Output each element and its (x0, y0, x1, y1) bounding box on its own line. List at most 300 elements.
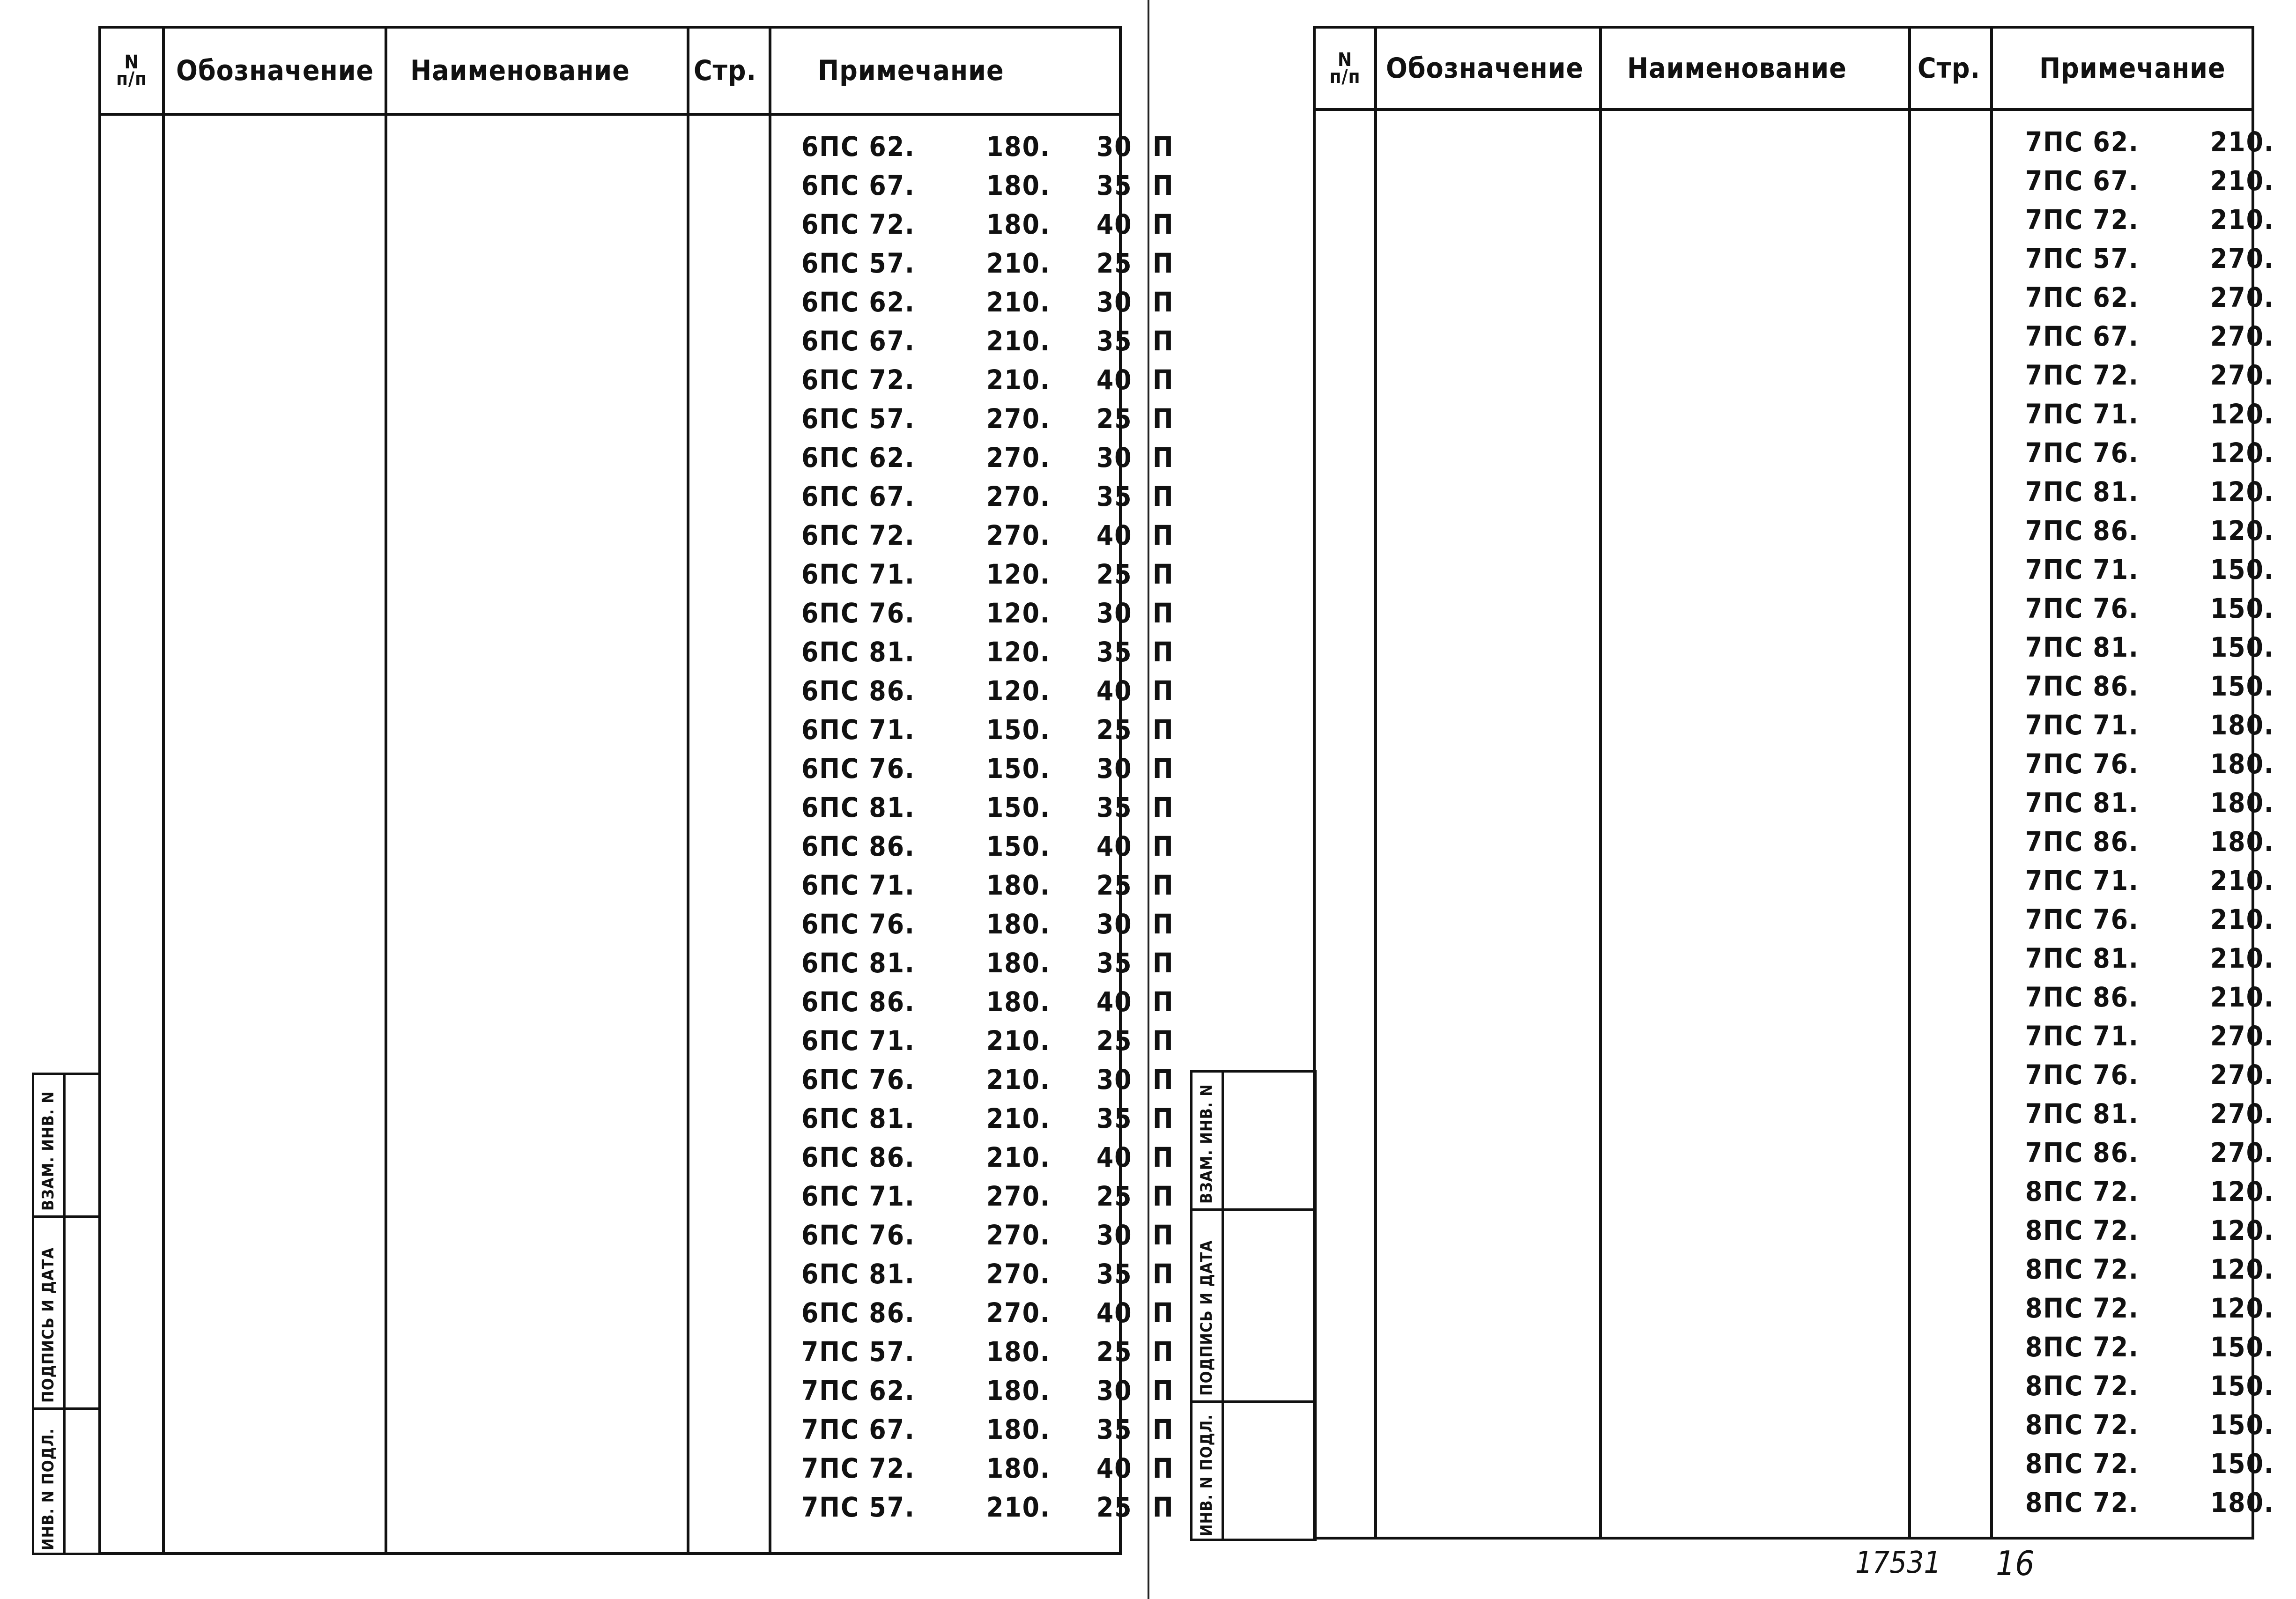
note-cell: П (1153, 519, 1174, 551)
note-row (801, 1488, 1185, 1526)
note-row (2025, 1444, 2296, 1483)
note-row (2025, 433, 2296, 472)
col-divider (769, 29, 771, 1552)
note-cell: 210. (2210, 981, 2274, 1013)
note-cell: 7ПС 62. (801, 1374, 915, 1407)
note-cell: П (1153, 286, 1174, 318)
note-cell: 6ПС 62. (801, 286, 915, 318)
note-cell: П (1153, 908, 1174, 940)
note-row (801, 1371, 1185, 1410)
note-cell: 150. (2210, 592, 2274, 624)
note-cell: 210. (986, 1141, 1051, 1173)
note-cell: 7ПС 76. (2025, 592, 2139, 624)
note-cell: 120. (2210, 1175, 2274, 1207)
note-cell: 30 (1096, 286, 1133, 318)
note-row (2025, 783, 2296, 822)
note-row (801, 282, 1185, 321)
note-row (801, 943, 1185, 982)
note-cell: 180. (986, 947, 1051, 979)
note-cell: 7ПС 86. (2025, 981, 2139, 1013)
col-divider (1374, 29, 1377, 1537)
note-cell: П (1153, 1335, 1174, 1368)
note-cell: 30 (1096, 441, 1133, 474)
note-row (801, 1021, 1185, 1060)
note-cell: П (1153, 130, 1174, 163)
note-cell: 30 (1096, 908, 1133, 940)
note-row (2025, 1483, 2296, 1522)
note-row (2025, 1327, 2296, 1366)
note-row (801, 1215, 1185, 1254)
note-cell: 25 (1096, 247, 1133, 279)
note-cell: П (1153, 597, 1174, 629)
note-cell: 7ПС 86. (2025, 514, 2139, 547)
note-cell: 25 (1096, 1491, 1133, 1523)
note-cell: 35 (1096, 1258, 1133, 1290)
note-cell: 6ПС 71. (801, 869, 915, 901)
note-cell: П (1153, 325, 1174, 357)
note-cell: 6ПС 81. (801, 791, 915, 823)
note-cell: 30 (1096, 1219, 1133, 1251)
col-divider (1599, 29, 1602, 1537)
note-cell: 210. (986, 1102, 1051, 1134)
note-cell: П (1153, 985, 1174, 1018)
note-cell: 270. (2210, 1136, 2274, 1169)
note-row (801, 205, 1185, 244)
note-cell: 6ПС 67. (801, 325, 915, 357)
note-cell: 7ПС 71. (2025, 864, 2139, 896)
note-cell: П (1153, 791, 1174, 823)
note-cell: П (1153, 1102, 1174, 1134)
note-cell: 40 (1096, 519, 1133, 551)
note-cell: 210. (2210, 903, 2274, 935)
note-cell: 6ПС 67. (801, 480, 915, 512)
note-cell: 6ПС 76. (801, 908, 915, 940)
note-cell: 40 (1096, 208, 1133, 240)
note-cell: 120. (986, 674, 1051, 707)
note-row (2025, 278, 2296, 317)
note-cell: 7ПС 71. (2025, 1020, 2139, 1052)
note-row (2025, 900, 2296, 939)
note-row (801, 127, 1185, 166)
header-nn-top: N (1337, 49, 1353, 71)
note-cell: 7ПС 76. (2025, 748, 2139, 780)
note-row (801, 593, 1185, 632)
note-cell: 7ПС 86. (2025, 670, 2139, 702)
header-nn-bottom: п/п (1329, 66, 1361, 88)
note-cell: 120. (986, 597, 1051, 629)
note-row (2025, 822, 2296, 861)
note-cell: 8ПС 72. (2025, 1486, 2139, 1518)
stamp-inner-line (63, 1075, 66, 1553)
header-note: Примечание (818, 54, 1004, 87)
note-cell: 270. (986, 1219, 1051, 1251)
note-row (801, 399, 1185, 438)
note-cell: 7ПС 81. (2025, 631, 2139, 663)
header-nn (101, 29, 162, 113)
note-cell: 270. (2210, 1097, 2274, 1130)
note-cell: 6ПС 72. (801, 519, 915, 551)
note-row (2025, 511, 2296, 550)
note-row (2025, 200, 2296, 239)
note-cell: 7ПС 71. (2025, 398, 2139, 430)
note-cell: 180. (2210, 748, 2274, 780)
note-row (2025, 1016, 2296, 1055)
note-row (2025, 394, 2296, 433)
note-cell: 25 (1096, 1180, 1133, 1212)
note-cell: 180. (2210, 786, 2274, 819)
header-nn-top: N (124, 52, 139, 73)
note-cell: 6ПС 81. (801, 636, 915, 668)
stamp-divider (34, 1407, 99, 1410)
note-row (801, 866, 1185, 904)
note-cell: 120. (2210, 398, 2274, 430)
note-cell: 7ПС 62. (2025, 281, 2139, 313)
note-cell: 210. (986, 1024, 1051, 1057)
note-cell: 270. (986, 480, 1051, 512)
note-cell: 120. (2210, 1253, 2274, 1285)
note-row (801, 360, 1185, 399)
note-cell: 270. (2210, 281, 2274, 313)
note-cell: 270. (986, 1258, 1051, 1290)
note-cell: 180. (2210, 1486, 2274, 1518)
note-row (801, 166, 1185, 205)
note-cell: 30 (1096, 1374, 1133, 1407)
note-cell: 25 (1096, 869, 1133, 901)
note-cell: 150. (986, 830, 1051, 862)
note-cell: П (1153, 1258, 1174, 1290)
note-cell: 210. (986, 363, 1051, 396)
note-cell: 25 (1096, 558, 1133, 590)
note-cell: 180. (986, 130, 1051, 163)
note-cell: 210. (986, 1063, 1051, 1096)
header-designation: Обозначение (1386, 52, 1584, 85)
note-cell: 210. (986, 325, 1051, 357)
note-row (2025, 939, 2296, 977)
note-cell: П (1153, 947, 1174, 979)
note-cell: 7ПС 81. (2025, 942, 2139, 974)
note-cell: 30 (1096, 1063, 1133, 1096)
stamp-divider (1192, 1400, 1314, 1403)
note-cell: 270. (2210, 242, 2274, 274)
note-cell: 7ПС 67. (2025, 320, 2139, 352)
note-cell: 35 (1096, 1413, 1133, 1445)
note-cell: 180. (2210, 709, 2274, 741)
note-row (2025, 1405, 2296, 1444)
note-row (801, 477, 1185, 516)
stamp-vzam-inv: ВЗАМ. ИНВ. N (1197, 1084, 1216, 1204)
note-cell: 270. (986, 441, 1051, 474)
note-row (2025, 122, 2296, 161)
header-page: Стр. (1918, 52, 1981, 85)
note-cell: 180. (986, 1374, 1051, 1407)
notes-list-left (801, 127, 1185, 1526)
note-cell: 7ПС 76. (2025, 903, 2139, 935)
page-number: 16 (1996, 1544, 2035, 1583)
note-row (801, 1332, 1185, 1371)
note-cell: 40 (1096, 985, 1133, 1018)
note-cell: 150. (2210, 670, 2274, 702)
note-cell: 6ПС 76. (801, 1063, 915, 1096)
note-row (801, 1293, 1185, 1332)
doc-number: 17531 (1855, 1546, 1941, 1580)
note-cell: 8ПС 72. (2025, 1408, 2139, 1441)
note-cell: 6ПС 67. (801, 169, 915, 201)
stamp-podpis-data: ПОДПИСЬ И ДАТА (1197, 1240, 1216, 1396)
note-row (801, 244, 1185, 282)
note-row (2025, 705, 2296, 744)
col-divider (687, 29, 689, 1552)
note-cell: П (1153, 674, 1174, 707)
note-cell: 6ПС 71. (801, 1024, 915, 1057)
stamp-podpis-data: ПОДПИСЬ И ДАТА (39, 1247, 58, 1403)
note-row (801, 1138, 1185, 1177)
note-cell: 270. (2210, 359, 2274, 391)
note-cell: П (1153, 441, 1174, 474)
stamp-inner-line (1222, 1073, 1224, 1539)
note-row (801, 982, 1185, 1021)
note-cell: 210. (986, 286, 1051, 318)
note-cell: 7ПС 57. (801, 1491, 915, 1523)
stamp-inv-podl: ИНВ. N ПОДЛ. (39, 1428, 58, 1550)
note-cell: 25 (1096, 402, 1133, 435)
margin-stamp-right (1190, 1070, 1317, 1541)
note-cell: 6ПС 86. (801, 830, 915, 862)
note-cell: 6ПС 76. (801, 752, 915, 785)
note-cell: П (1153, 752, 1174, 785)
note-cell: П (1153, 363, 1174, 396)
note-row (801, 1449, 1185, 1488)
note-cell: 7ПС 86. (2025, 1136, 2139, 1169)
note-row (2025, 355, 2296, 394)
note-cell: П (1153, 713, 1174, 746)
note-cell: 180. (986, 169, 1051, 201)
note-cell: П (1153, 1452, 1174, 1484)
note-row (801, 904, 1185, 943)
note-cell: 6ПС 86. (801, 1296, 915, 1329)
note-row (801, 1410, 1185, 1449)
note-cell: 7ПС 81. (2025, 1097, 2139, 1130)
note-cell: 30 (1096, 752, 1133, 785)
col-divider (1990, 29, 1993, 1537)
note-row (2025, 1211, 2296, 1250)
note-cell: 120. (2210, 437, 2274, 469)
note-cell: 8ПС 72. (2025, 1253, 2139, 1285)
note-row (2025, 666, 2296, 705)
note-cell: 8ПС 72. (2025, 1175, 2139, 1207)
note-cell: 7ПС 72. (2025, 203, 2139, 236)
note-row (801, 438, 1185, 477)
note-cell: 8ПС 72. (2025, 1447, 2139, 1480)
note-cell: 35 (1096, 636, 1133, 668)
note-cell: 40 (1096, 674, 1133, 707)
note-cell: 8ПС 72. (2025, 1214, 2139, 1246)
note-cell: 35 (1096, 480, 1133, 512)
note-row (2025, 628, 2296, 666)
note-row (801, 827, 1185, 866)
note-cell: П (1153, 208, 1174, 240)
note-cell: 8ПС 72. (2025, 1292, 2139, 1324)
note-cell: П (1153, 830, 1174, 862)
note-row (2025, 861, 2296, 900)
header-nn-bottom: п/п (116, 68, 147, 90)
spec-table-right (1313, 26, 2274, 1540)
note-cell: 270. (2210, 320, 2274, 352)
stamp-vzam-inv: ВЗАМ. ИНВ. N (39, 1091, 58, 1211)
note-cell: П (1153, 1413, 1174, 1445)
note-cell: 25 (1096, 713, 1133, 746)
note-cell: 120. (2210, 1292, 2274, 1324)
note-cell: П (1153, 1024, 1174, 1057)
note-cell: 7ПС 86. (2025, 825, 2139, 858)
note-cell: 6ПС 81. (801, 947, 915, 979)
note-cell: 6ПС 76. (801, 597, 915, 629)
note-cell: 150. (2210, 1370, 2274, 1402)
notes-list-right (2025, 122, 2296, 1522)
note-cell: 7ПС 72. (2025, 359, 2139, 391)
note-cell: 180. (986, 985, 1051, 1018)
note-cell: 6ПС 62. (801, 441, 915, 474)
note-cell: 6ПС 76. (801, 1219, 915, 1251)
note-row (2025, 1133, 2296, 1172)
note-cell: 6ПС 81. (801, 1258, 915, 1290)
note-cell: 40 (1096, 1141, 1133, 1173)
note-cell: 35 (1096, 947, 1133, 979)
note-row (801, 710, 1185, 749)
note-row (801, 788, 1185, 827)
note-cell: П (1153, 1296, 1174, 1329)
note-cell: 210. (2210, 164, 2274, 197)
header-divider (1316, 108, 2252, 111)
note-cell: П (1153, 169, 1174, 201)
header-page: Стр. (694, 54, 757, 87)
header-note: Примечание (2039, 52, 2226, 85)
note-cell: П (1153, 1063, 1174, 1096)
col-divider (1908, 29, 1911, 1537)
note-cell: 150. (2210, 1331, 2274, 1363)
note-cell: 35 (1096, 791, 1133, 823)
note-row (801, 1254, 1185, 1293)
note-cell: 150. (986, 713, 1051, 746)
note-cell: 270. (2210, 1020, 2274, 1052)
note-row (801, 516, 1185, 555)
note-cell: 210. (2210, 126, 2274, 158)
note-cell: 6ПС 72. (801, 363, 915, 396)
note-cell: 150. (986, 791, 1051, 823)
note-cell: 150. (2210, 631, 2274, 663)
note-row (2025, 472, 2296, 511)
header-designation: Обозначение (176, 54, 374, 87)
note-cell: 180. (986, 869, 1051, 901)
note-row (2025, 161, 2296, 200)
note-cell: 7ПС 76. (2025, 437, 2139, 469)
col-divider (385, 29, 387, 1552)
note-cell: 6ПС 71. (801, 713, 915, 746)
note-cell: 30 (1096, 597, 1133, 629)
note-row (2025, 550, 2296, 589)
note-cell: 7ПС 71. (2025, 553, 2139, 585)
note-cell: 120. (2210, 514, 2274, 547)
note-cell: 7ПС 67. (2025, 164, 2139, 197)
note-row (2025, 1288, 2296, 1327)
note-row (801, 632, 1185, 671)
note-cell: П (1153, 1374, 1174, 1407)
note-cell: 210. (2210, 864, 2274, 896)
note-cell: 30 (1096, 130, 1133, 163)
note-cell: 270. (2210, 1059, 2274, 1091)
stamp-inv-podl: ИНВ. N ПОДЛ. (1197, 1414, 1216, 1536)
note-cell: 6ПС 57. (801, 247, 915, 279)
note-cell: 180. (986, 1452, 1051, 1484)
note-cell: 270. (986, 519, 1051, 551)
note-cell: 150. (986, 752, 1051, 785)
note-cell: П (1153, 247, 1174, 279)
note-cell: П (1153, 1141, 1174, 1173)
right-sheet (1148, 0, 2296, 1599)
note-cell: 7ПС 72. (801, 1452, 915, 1484)
spec-table-left (98, 26, 1174, 1555)
note-cell: 7ПС 57. (2025, 242, 2139, 274)
note-cell: 150. (2210, 1447, 2274, 1480)
note-cell: 270. (986, 1296, 1051, 1329)
note-cell: 180. (2210, 825, 2274, 858)
note-cell: П (1153, 558, 1174, 590)
note-cell: 180. (986, 908, 1051, 940)
note-cell: 120. (986, 558, 1051, 590)
note-row (2025, 239, 2296, 278)
note-cell: 150. (2210, 553, 2274, 585)
note-cell: П (1153, 1219, 1174, 1251)
note-cell: П (1153, 402, 1174, 435)
note-cell: 35 (1096, 169, 1133, 201)
note-cell: 8ПС 72. (2025, 1370, 2139, 1402)
note-cell: 7ПС 67. (801, 1413, 915, 1445)
note-row (801, 749, 1185, 788)
note-cell: 6ПС 72. (801, 208, 915, 240)
note-cell: 180. (986, 1413, 1051, 1445)
note-cell: 120. (2210, 475, 2274, 508)
note-cell: 7ПС 57. (801, 1335, 915, 1368)
header-nn (1316, 29, 1374, 108)
note-cell: 210. (986, 1491, 1051, 1523)
note-cell: 6ПС 86. (801, 985, 915, 1018)
note-cell: 6ПС 81. (801, 1102, 915, 1134)
note-row (2025, 1094, 2296, 1133)
note-cell: 40 (1096, 1452, 1133, 1484)
note-cell: 180. (986, 208, 1051, 240)
note-cell: 6ПС 71. (801, 558, 915, 590)
note-cell: 40 (1096, 363, 1133, 396)
margin-stamp-left (32, 1073, 101, 1555)
note-cell: 120. (986, 636, 1051, 668)
note-cell: 7ПС 62. (2025, 126, 2139, 158)
note-cell: 210. (2210, 203, 2274, 236)
note-row (801, 555, 1185, 593)
note-cell: 6ПС 86. (801, 1141, 915, 1173)
note-row (2025, 1250, 2296, 1288)
note-cell: 40 (1096, 830, 1133, 862)
col-divider (162, 29, 165, 1552)
note-row (801, 1060, 1185, 1099)
note-cell: П (1153, 636, 1174, 668)
note-cell: 7ПС 81. (2025, 475, 2139, 508)
note-cell: 270. (986, 402, 1051, 435)
note-cell: 6ПС 62. (801, 130, 915, 163)
note-cell: П (1153, 869, 1174, 901)
note-cell: 270. (986, 1180, 1051, 1212)
note-row (2025, 977, 2296, 1016)
note-cell: 35 (1096, 325, 1133, 357)
note-cell: 35 (1096, 1102, 1133, 1134)
